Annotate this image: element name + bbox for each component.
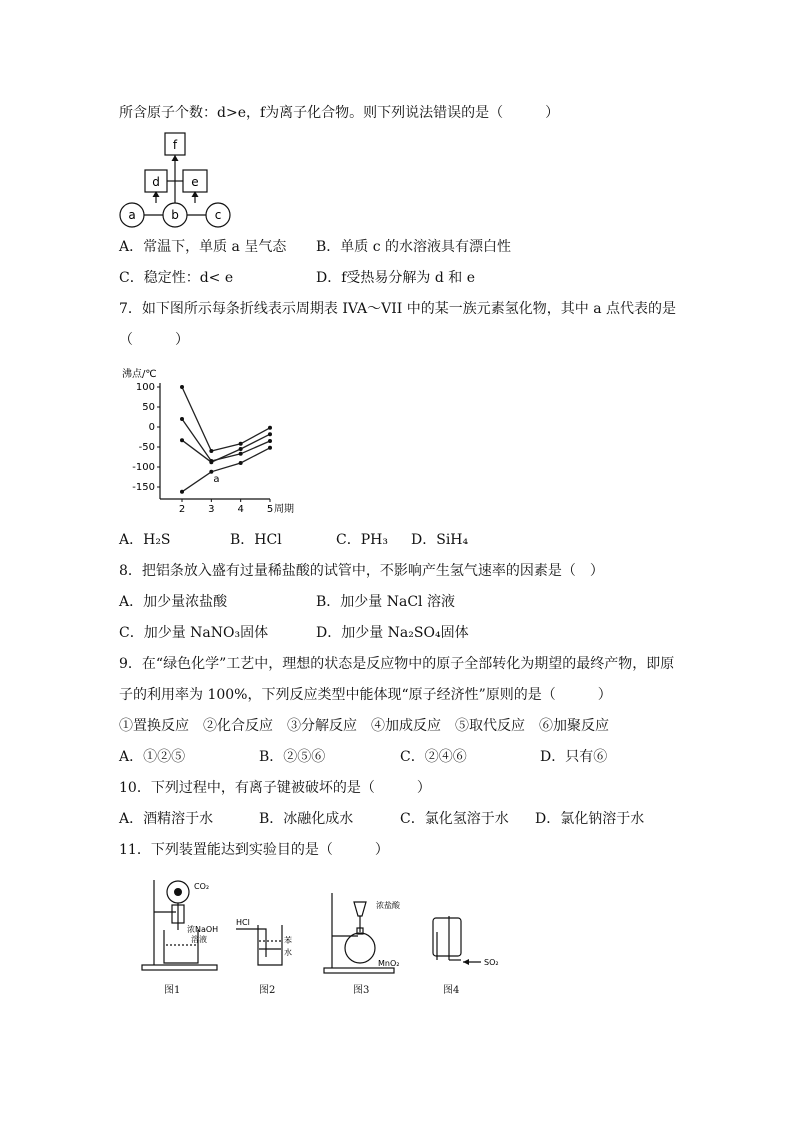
x-tick-label: 2 bbox=[178, 504, 186, 515]
q7-option-b: B．HCl bbox=[230, 532, 282, 548]
data-point bbox=[239, 447, 243, 451]
fig2-label2: 水 bbox=[284, 948, 292, 957]
q6-option-a: A．常温下，单质 a 呈气态 bbox=[119, 239, 287, 255]
point-a-label: a bbox=[213, 473, 220, 485]
q8-stem: 8．把铝条放入盛有过量稀盐酸的试管中，不影响产生氢气速率的因素是（ ） bbox=[119, 563, 604, 579]
q6-stem: 所含原子个数：d>e，f为离子化合物。则下列说法错误的是（ ） bbox=[119, 105, 560, 121]
q8-option-d: D．加少量 Na₂SO₄固体 bbox=[316, 625, 469, 641]
q6-option-c: C．稳定性：d< e bbox=[119, 270, 234, 286]
q6-option-b: B．单质 c 的水溶液具有漂白性 bbox=[316, 239, 512, 255]
chart-ylabel: 沸点/℃ bbox=[122, 369, 157, 380]
fig3-label2: MnO₂ bbox=[378, 959, 400, 968]
y-tick-label: -50 bbox=[138, 442, 155, 453]
data-point bbox=[268, 446, 272, 450]
diagram-a: a bbox=[128, 208, 136, 222]
q9-stem-line1: 9．在“绿色化学”工艺中，理想的状态是反应物中的原子全部转化为期望的最终产物，即原 bbox=[119, 656, 675, 672]
q7-option-d: D．SiH₄ bbox=[411, 532, 469, 548]
chart-xlabel: 周期 bbox=[274, 504, 294, 515]
diagram-c: c bbox=[214, 208, 222, 222]
y-tick-label: 0 bbox=[148, 422, 155, 433]
series-line-4 bbox=[182, 448, 270, 492]
fig2-apparatus bbox=[234, 915, 299, 975]
diagram-d: d bbox=[152, 175, 160, 189]
q7-stem: 7．如下图所示每条折线表示周期表 IVA～VII 中的某一族元素氢化物，其中 a 点代表的是 bbox=[119, 301, 677, 317]
data-point bbox=[268, 426, 272, 430]
q8-option-c: C．加少量 NaNO₃固体 bbox=[119, 625, 269, 641]
y-tick-label: 100 bbox=[135, 382, 155, 393]
fig4-gas: SO₂ bbox=[484, 958, 499, 967]
q8-option-b: B．加少量 NaCl 溶液 bbox=[316, 594, 455, 610]
data-point bbox=[180, 417, 184, 421]
fig3-label1: 浓盐酸 bbox=[376, 901, 400, 910]
fig4-apparatus bbox=[427, 912, 502, 972]
fig1-label2: 溶液 bbox=[191, 935, 207, 944]
data-point bbox=[239, 452, 243, 456]
fig1-apparatus bbox=[136, 875, 231, 975]
q9-option-d: D．只有⑥ bbox=[540, 749, 608, 765]
y-tick-label: -100 bbox=[132, 462, 155, 473]
y-tick-label: 50 bbox=[142, 402, 155, 413]
data-point bbox=[268, 432, 272, 436]
fig3-caption: 图3 bbox=[353, 985, 370, 996]
data-point bbox=[180, 438, 184, 442]
q10-option-a: A．酒精溶于水 bbox=[119, 811, 214, 827]
q9-option-a: A．①②⑤ bbox=[119, 749, 186, 765]
x-tick-label: 3 bbox=[208, 504, 215, 515]
diagram-e: e bbox=[191, 175, 199, 189]
q9-stem-line2: 子的利用率为 100%，下列反应类型中能体现“原子经济性”原则的是（ ） bbox=[119, 687, 612, 703]
fig2-gas: HCl bbox=[236, 918, 250, 927]
data-point bbox=[268, 439, 272, 443]
q9-items: ①置换反应 ②化合反应 ③分解反应 ④加成反应 ⑤取代反应 ⑥加聚反应 bbox=[119, 718, 609, 734]
diagram-f: f bbox=[172, 138, 178, 152]
y-tick-label: -150 bbox=[132, 482, 155, 493]
fig2-caption: 图2 bbox=[259, 985, 276, 996]
q7-paren: （ ） bbox=[119, 332, 189, 348]
boiling-point-chart bbox=[120, 365, 294, 523]
diagram-b: b bbox=[171, 208, 179, 222]
fig1-caption: 图1 bbox=[164, 985, 181, 996]
q11-stem: 11．下列装置能达到实验目的是（ ） bbox=[119, 842, 389, 858]
data-point bbox=[209, 449, 213, 453]
fig4-caption: 图4 bbox=[443, 985, 460, 996]
data-point bbox=[180, 385, 184, 389]
fig1-label1: 浓NaOH bbox=[187, 925, 219, 934]
data-point bbox=[180, 490, 184, 494]
q10-option-d: D．氯化钠溶于水 bbox=[535, 811, 645, 827]
q8-option-a: A．加少量浓盐酸 bbox=[119, 594, 228, 610]
q10-stem: 10．下列过程中，有离子键被破坏的是（ ） bbox=[119, 780, 431, 796]
x-tick-label: 4 bbox=[237, 504, 244, 515]
fig3-apparatus bbox=[320, 888, 410, 976]
data-point bbox=[239, 461, 243, 465]
fig2-label1: 苯 bbox=[284, 936, 292, 945]
q9-option-b: B．②⑤⑥ bbox=[259, 749, 326, 765]
fig1-gas: CO₂ bbox=[194, 882, 210, 891]
q10-option-c: C．氯化氢溶于水 bbox=[400, 811, 509, 827]
q9-option-c: C．②④⑥ bbox=[400, 749, 467, 765]
q6-option-d: D．f受热易分解为 d 和 e bbox=[316, 270, 476, 286]
data-point bbox=[209, 460, 213, 464]
data-point bbox=[239, 442, 243, 446]
x-tick-label: 5 bbox=[266, 504, 274, 515]
q7-option-a: A．H₂S bbox=[119, 532, 171, 548]
q6-relation-diagram bbox=[118, 130, 233, 230]
q7-option-c: C．PH₃ bbox=[336, 532, 388, 548]
q10-option-b: B．冰融化成水 bbox=[259, 811, 354, 827]
